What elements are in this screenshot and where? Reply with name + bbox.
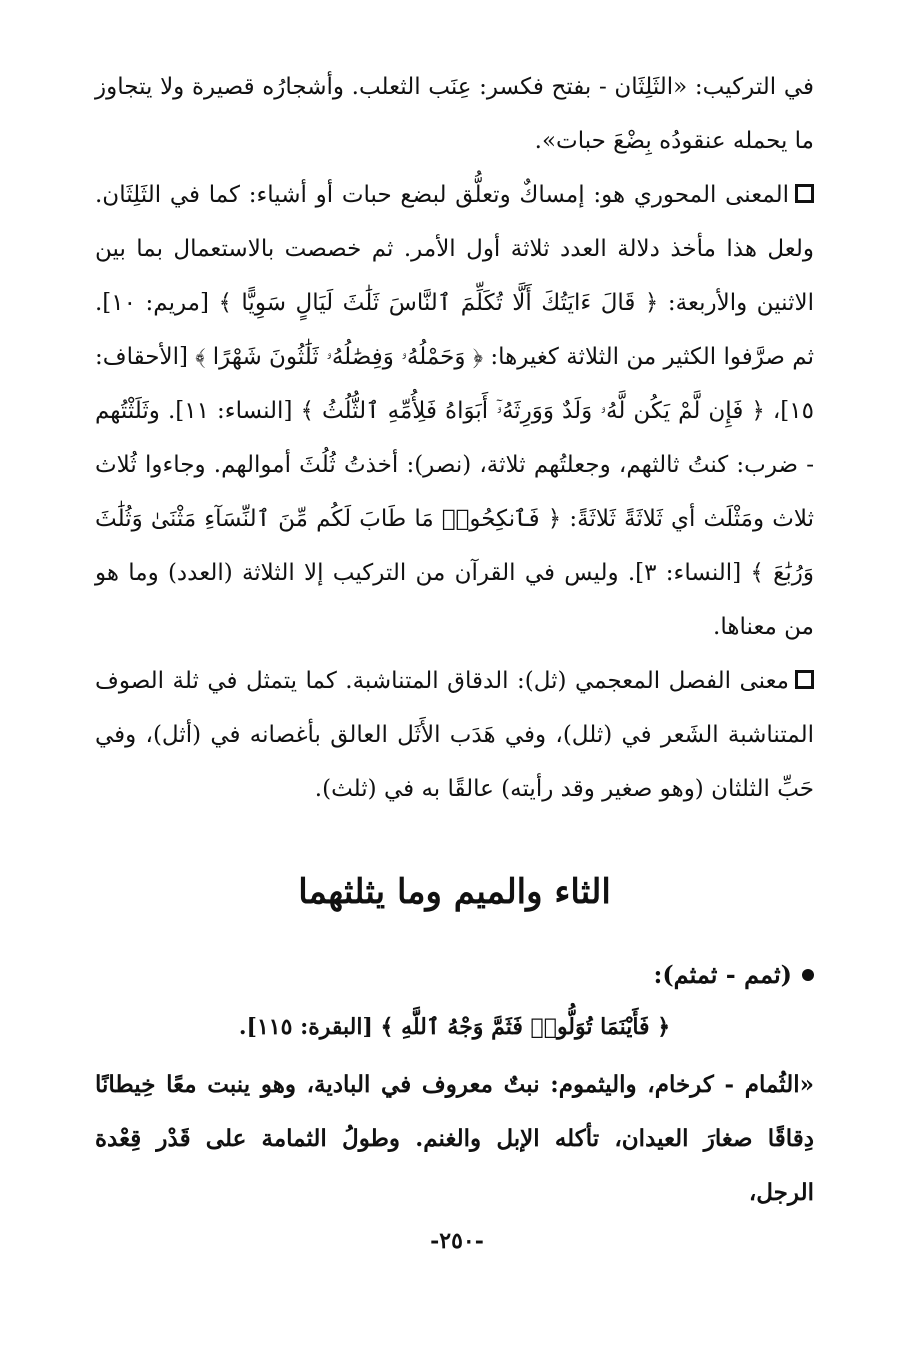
square-bullet-icon xyxy=(795,184,814,203)
page-number: -٢٥٠- xyxy=(430,1228,484,1254)
round-bullet-icon xyxy=(802,969,814,981)
root-entry-text: (ثمم - ثمثم): xyxy=(653,960,792,989)
paragraph-central-meaning-text: المعنى المحوري هو: إمساكٌ وتعلُّق لبضع حبات أو أشياء: كما في الثَلِثَان. ولعل هذا مأخذ دلالة العدد ثلاثة أول الأمر. ثم خصصت بالاستعمال بما بين الاثنين والأربعة: ﴿ قَالَ ءَايَتُكَ أَلَّا تُكَلِّمَ ٱلنَّاسَ ثَلَٰثَ لَيَالٍ سَوِيًّا ﴾ [مريم: ١٠]. ثم صرَّفوا الكثير من الثلاثة كغيرها: ﴿ وَحَمْلُهُۥ وَفِصَٰلُهُۥ ثَلَٰثُونَ شَهْرًا ﴾ [الأحقاف: ١٥]، ﴿ فَإِن لَّمْ يَكُن لَّهُۥ وَلَدٌ وَوَرِثَهُۥٓ أَبَوَاهُ فَلِأُمِّهِ ٱلثُّلُثُ ﴾ [النساء: ١١]. وثَلَثْتُهم - ضرب: كنتُ ثالثهم، وجعلتُهم ثلاثة، (نصر): أخذتُ ثُلُثَ أموالهم. وجاءوا ثُلاث ثلاث ومَثْلَث أي ثَلاثَةً ثَلاثَةً: ﴿ فَٱنكِحُوا۟ مَا طَابَ لَكُم مِّنَ ٱلنِّسَآءِ مَثْنَىٰ وَثُلَٰثَ وَرُبَٰعَ ﴾ [النساء: ٣]. وليس في القرآن من التركيب إلا الثلاثة (العدد) وما هو من معناها. xyxy=(95,182,814,640)
paragraph-thumam: «الثُمام - كرخام، واليثموم: نبتٌ معروف في البادية، وهو ينبت معًا خِيطانًا دِقاقًا صغارَ العيدان، تأكله الإبل والغنم. وطولُ الثمامة على قَدْر قِعْدة الرجل، xyxy=(95,1071,814,1206)
paragraph-central-meaning xyxy=(95,168,814,654)
page-content xyxy=(95,60,814,1220)
paragraph-intro: في التركيب: «الثَلِثَان - بفتح فكسر: عِنَب الثعلب. وأشجارُه قصيرة ولا يتجاوز ما يحمله عنقودُه بِضْعَ حبات». xyxy=(95,74,814,154)
paragraph-lexical-chapter-text: معنى الفصل المعجمي (ثل): الدقاق المتناشبة. كما يتمثل في ثلة الصوف المتناشبة الشَعر في (ثلل)، وفي هَدَب الأَثَل العالق بأغصانه في (أثل)، وفي حَبِّ الثلثان (وهو صغير وقد رأيته) عالقًا به في (ثلث). xyxy=(95,668,814,802)
section-heading: الثاء والميم وما يثلثهما xyxy=(298,872,611,912)
paragraph-lexical-chapter xyxy=(95,654,814,816)
square-bullet-icon xyxy=(795,670,814,689)
quran-verse: ﴿ فَأَيْنَمَا تُوَلُّوا۟ فَثَمَّ وَجْهُ ٱللَّهِ ﴾ [البقرة: ١١٥]. xyxy=(238,1014,671,1040)
root-entry xyxy=(95,948,814,1002)
